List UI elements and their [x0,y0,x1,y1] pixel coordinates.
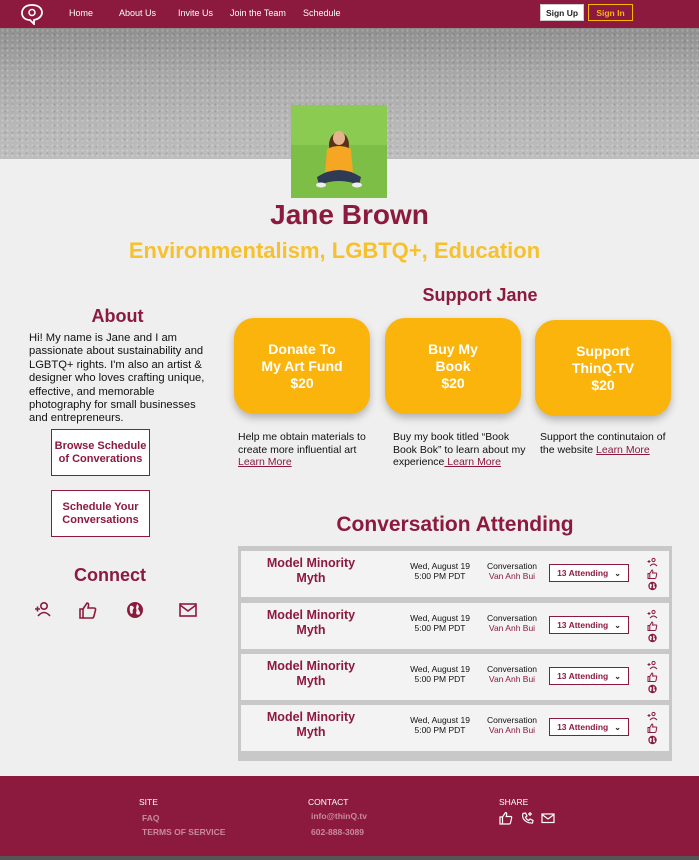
thumbs-up-icon[interactable] [647,672,658,682]
learn-more-link[interactable]: Learn More [444,456,501,468]
card-line-1: Buy My [428,340,478,357]
chevron-down-icon: ⌄ [614,722,621,732]
conversation-title[interactable]: Model Minority Myth [266,710,356,739]
conversation-row [241,551,669,597]
conversation-type [484,715,540,735]
conversation-time: 5:00 PM PDT [414,571,466,581]
add-person-icon[interactable] [647,660,658,670]
conversation-date: Wed, August 19 [410,613,470,623]
conversation-type [484,613,540,633]
globe-icon[interactable] [647,735,658,745]
sign-up-button[interactable]: Sign Up [540,4,584,21]
conversation-row [241,654,669,700]
conversation-host[interactable]: Van Anh Bui [488,571,536,581]
thumbs-up-icon[interactable] [647,569,658,579]
learn-more-link[interactable]: Learn More [596,443,650,456]
card-line-2: ThinQ.TV [571,359,635,376]
conversation-time: 5:00 PM PDT [414,674,466,684]
conversation-type [484,664,540,684]
globe-icon[interactable] [125,600,145,620]
chevron-down-icon: ⌄ [614,671,621,681]
conversation-title[interactable]: Model Minority Myth [266,659,356,688]
card-price: $20 [290,374,314,391]
globe-icon[interactable] [647,684,658,694]
attending-count: 13 Attending [557,722,609,732]
window-bottom-bar [0,856,699,860]
conversation-type-label: Conversation [486,664,538,674]
sign-in-button[interactable]: Sign In [588,4,633,21]
conversation-datetime [405,613,475,633]
nav-schedule-link[interactable]: Schedule [303,8,341,18]
attending-count: 13 Attending [557,620,609,630]
attending-dropdown[interactable] [549,564,629,582]
conversation-row [241,603,669,649]
phone-add-icon[interactable] [521,811,535,825]
donate-art-fund-card[interactable] [234,318,370,414]
thumbs-up-icon[interactable] [647,621,658,631]
footer-share-heading: SHARE [499,797,529,807]
card-line-2: My Art Fund [261,357,343,374]
thumbs-up-icon[interactable] [499,811,513,825]
profile-tags: Environmentalism, LGBTQ+, Education [128,238,541,263]
conversation-date: Wed, August 19 [410,715,470,725]
card-line-1: Support [576,342,630,359]
footer-faq-link[interactable]: FAQ [142,813,160,823]
description-text: Support the continutaion of the website [540,431,666,456]
conversation-row [241,705,669,751]
top-nav [0,0,699,28]
card-line-1: Donate To [268,340,336,357]
description-text: Help me obtain materials to create more influential art [238,431,366,456]
about-heading: About [91,306,144,326]
chevron-down-icon: ⌄ [614,568,621,578]
attending-dropdown[interactable] [549,667,629,685]
conversation-datetime [405,664,475,684]
conversation-datetime [405,561,475,581]
connect-heading: Connect [74,565,146,585]
footer-site-heading: SITE [139,797,158,807]
conversation-time: 5:00 PM PDT [414,725,466,735]
learn-more-link[interactable]: Learn More [238,456,292,468]
conversation-host[interactable]: Van Anh Bui [488,623,536,633]
thinq-description [540,431,680,456]
buy-book-card[interactable] [385,318,521,414]
footer [0,776,699,856]
conversation-host[interactable]: Van Anh Bui [488,674,536,684]
nav-home-link[interactable]: Home [69,8,94,18]
conversation-type-label: Conversation [486,613,538,623]
profile-avatar [291,105,387,198]
card-line-2: Book [435,357,471,374]
conversation-date: Wed, August 19 [410,664,470,674]
footer-email-link[interactable]: info@thinQ.tv [311,811,367,821]
about-text: Hi! My name is Jane and I am passionate about sustainability and LGBTQ+ rights. I'm also an artist & designer who loves crafting unique, effective, and memorable photography for small businesses and entrepreneurs. [29,332,205,425]
nav-invite-link[interactable]: Invite Us [178,8,214,18]
logo-icon[interactable] [20,3,44,25]
add-person-icon[interactable] [33,600,53,620]
add-person-icon[interactable] [647,609,658,619]
conversation-host[interactable]: Van Anh Bui [488,725,536,735]
mail-icon[interactable] [178,600,198,620]
footer-terms-link[interactable]: TERMS OF SERVICE [142,827,226,837]
conversation-title[interactable]: Model Minority Myth [266,556,356,585]
mail-icon[interactable] [541,811,555,825]
chevron-down-icon: ⌄ [614,620,621,630]
support-heading: Support Jane [422,285,538,305]
conversation-type-label: Conversation [486,561,538,571]
browse-schedule-button[interactable]: Browse Schedule of Converations [51,429,150,476]
nav-join-link[interactable]: Join the Team [230,8,286,18]
profile-name: Jane Brown [270,199,429,230]
schedule-conversations-button[interactable]: Schedule Your Conversations [51,490,150,537]
globe-icon[interactable] [647,633,658,643]
nav-about-link[interactable]: About Us [119,8,157,18]
conversations-heading: Conversation Attending [336,513,574,536]
conversations-list [238,546,672,761]
card-price: $20 [441,374,465,391]
attending-count: 13 Attending [557,568,609,578]
footer-phone-link[interactable]: 602-888-3089 [311,827,364,837]
book-description [393,431,527,469]
attending-dropdown[interactable] [549,718,629,736]
description-text: Buy my book titled “Book Book Bok” to learn about my experience [393,431,526,468]
conversation-time: 5:00 PM PDT [414,623,466,633]
support-thinq-card[interactable] [535,320,671,416]
attending-count: 13 Attending [557,671,609,681]
donate-description [238,431,376,469]
card-price: $20 [591,376,615,393]
thumbs-up-icon[interactable] [647,723,658,733]
conversation-date: Wed, August 19 [410,561,470,571]
conversation-title[interactable]: Model Minority Myth [266,608,356,637]
footer-contact-heading: CONTACT [308,797,349,807]
conversation-datetime [405,715,475,735]
globe-icon[interactable] [647,581,658,591]
conversation-type [484,561,540,581]
add-person-icon[interactable] [647,557,658,567]
add-person-icon[interactable] [647,711,658,721]
conversation-type-label: Conversation [486,715,538,725]
thumbs-up-icon[interactable] [78,600,98,620]
attending-dropdown[interactable] [549,616,629,634]
